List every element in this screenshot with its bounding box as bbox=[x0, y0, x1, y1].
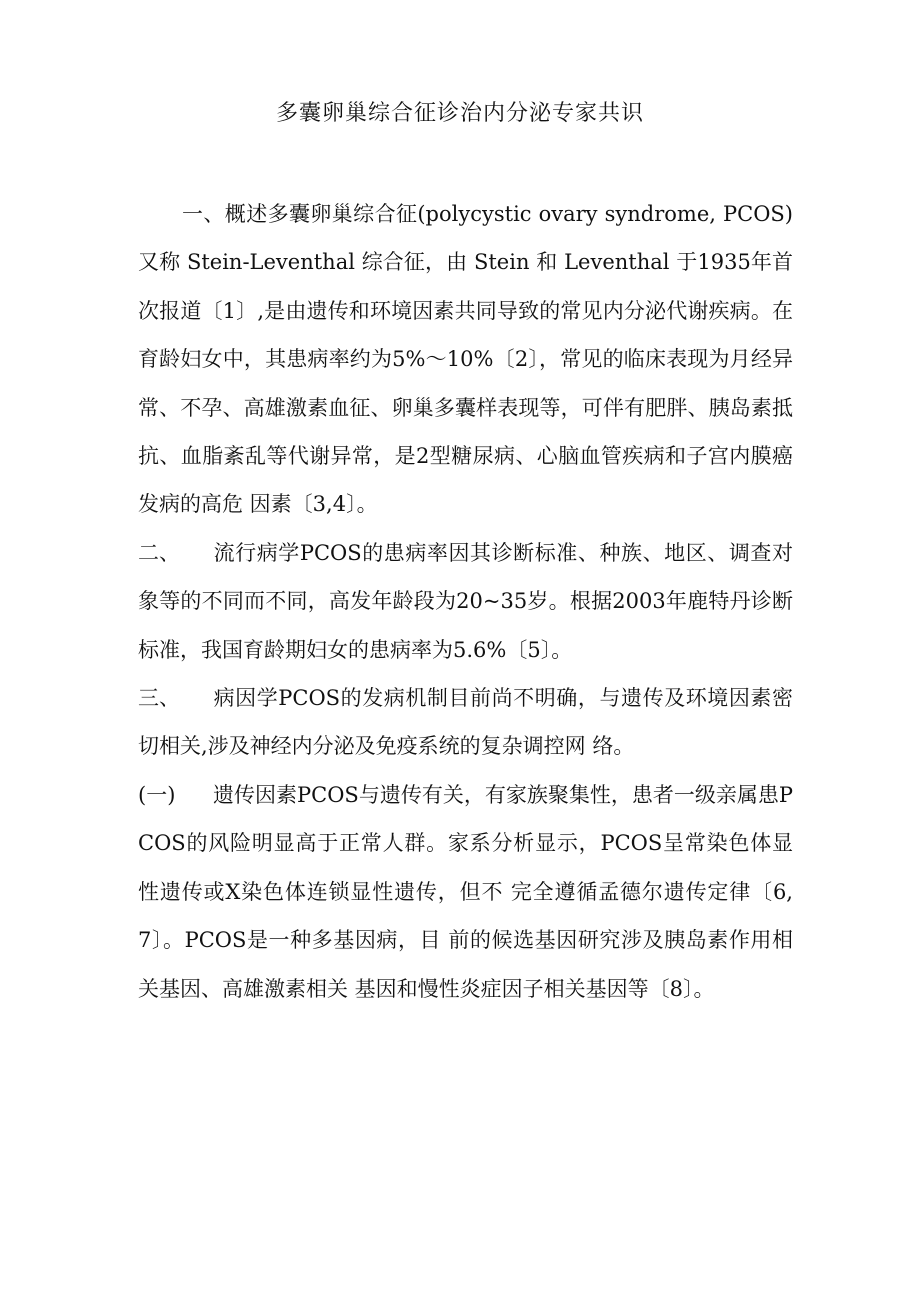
section-genetics-label: (一) bbox=[138, 782, 176, 807]
section-epidemiology-text: 流行病学PCOS的患病率因其诊断标准、种族、地区、调查对象等的不同而不同，高发年龄段为20~35岁。根据2003年鹿特丹诊断标准，我国育龄期妇女的患病率为5.6%〔5〕。 bbox=[138, 540, 793, 662]
section-overview-paragraph bbox=[138, 190, 793, 529]
section-etiology-label: 三、 bbox=[138, 686, 180, 711]
section-etiology-paragraph bbox=[138, 674, 793, 771]
section-overview-text: 一、概述多囊卵巢综合征(polycystic ovary syndrome, PCOS)又称 Stein-Leventhal 综合征，由 Stein 和 Leventhal 于1935年首次报道〔1〕,是由遗传和环境因素共同导致的常见内分泌代谢疾病。在育龄妇女中，其患病率约为5%〜10%〔2〕，常见的临床表现为月经异常、不孕、高雄激素血征、卵巢多囊样表现等，可伴有肥胖、胰岛素抵抗、血脂紊乱等代谢异常，是2型糖尿病、心脑血管疾病和子宫内膜癌发病的高危 因素〔3,4〕。 bbox=[138, 202, 793, 517]
section-epidemiology-label: 二、 bbox=[138, 540, 180, 565]
document-body bbox=[138, 190, 793, 1013]
document-title: 多囊卵巢综合征诊治内分泌专家共识 bbox=[275, 101, 644, 126]
section-genetics-paragraph bbox=[138, 771, 793, 1013]
section-epidemiology-paragraph bbox=[138, 529, 793, 674]
section-genetics-text: 遗传因素PCOS与遗传有关，有家族聚集性，患者一级亲属患PCOS的风险明显高于正常人群。家系分析显示，PCOS呈常染色体显性遗传或X染色体连锁显性遗传，但不 完全遵循孟德尔遗传定律〔6,7〕。PCOS是一种多基因病，目 前的候选基因研究涉及胰岛素作用相关基因、高雄激素相关 基因和慢性炎症因子相关基因等〔8〕。 bbox=[138, 782, 793, 1001]
section-etiology-text: 病因学PCOS的发病机制目前尚不明确，与遗传及环境因素密切相关,涉及神经内分泌及免疫系统的复杂调控网 络。 bbox=[138, 686, 793, 759]
